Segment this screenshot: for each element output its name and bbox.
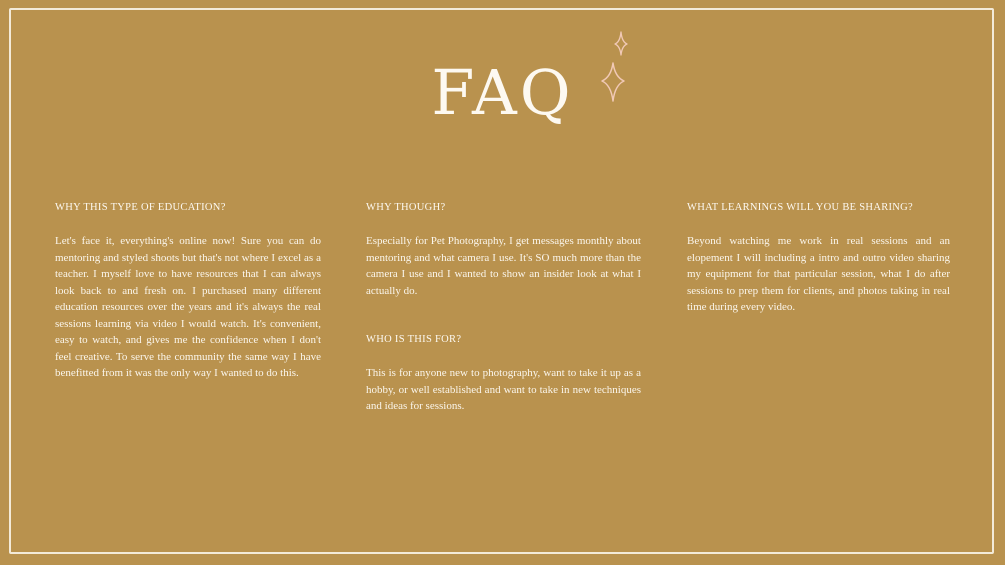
page-title: FAQ bbox=[431, 56, 574, 129]
sparkle-icon bbox=[598, 30, 634, 106]
faq-column-3 bbox=[687, 200, 950, 316]
large-sparkle-icon bbox=[602, 63, 624, 101]
small-sparkle-icon bbox=[615, 32, 627, 55]
faq-question: WHAT LEARNINGS WILL YOU BE SHARING? bbox=[687, 202, 914, 213]
faq-column-1 bbox=[55, 200, 321, 382]
faq-answer: This is for anyone new to photography, want to take it up as a hobby, or well established and want to take in new techniques and ideas for sessions. bbox=[366, 367, 641, 412]
faq-answer: Beyond watching me work in real sessions and an elopement I will including a intro and outro video sharing my equipment for that particular session, what I do after sessions to prep them for clients, and photos taking in real time during every video. bbox=[687, 235, 950, 313]
faq-answer: Especially for Pet Photography, I get messages monthly about mentoring and what camera I use. It's SO much more than the camera I use and I wanted to show an insider look at what I actually do. bbox=[366, 235, 641, 297]
faq-question: WHY THOUGH? bbox=[366, 202, 446, 213]
faq-question: WHY THIS TYPE OF EDUCATION? bbox=[55, 202, 226, 213]
faq-column-2 bbox=[366, 200, 641, 415]
faq-item bbox=[366, 332, 641, 415]
faq-question: WHO IS THIS FOR? bbox=[366, 334, 462, 345]
faq-answer: Let's face it, everything's online now! Sure you can do mentoring and styled shoots but that's not where I excel as a teacher. I myself love to have resources that I can always look back to and fresh on. I purchased many different education resources over the years and it's always the real sessions learning via video I would watch. It's convenient, easy to watch, and gives me the confidence when I don't feel creative. To serve the community the same way I have benefitted from it was the only way I wanted to do this. bbox=[55, 235, 321, 379]
